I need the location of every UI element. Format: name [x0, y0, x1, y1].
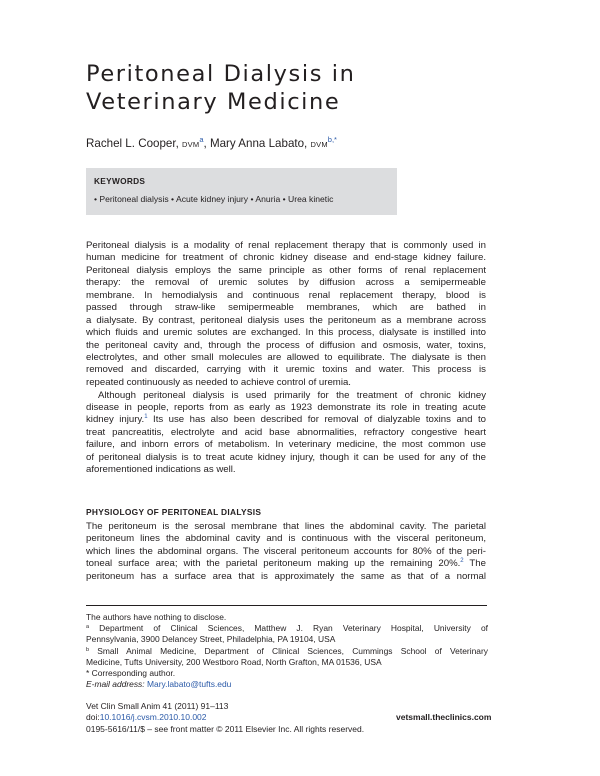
body-line: membrane. In hemodialysis and continuous renal replacement therapy, blood is: [86, 289, 486, 301]
journal-website-link[interactable]: vetsmall.theclinics.com: [396, 712, 492, 722]
body-line: the peritoneal cavity and, through the process of diffusion and osmosis, water, toxins,: [86, 339, 486, 351]
disclosure-note: The authors have nothing to disclose.: [86, 612, 227, 622]
body-line: failure, and inborn errors of metabolism. In veterinary medicine, the most common use: [86, 439, 486, 451]
affiliation-a-marker: a: [86, 624, 90, 631]
body-line: disease in people, reports from as early as 1923 demonstrate its role in treating acute: [86, 401, 486, 413]
author-2-name: Mary Anna Labato,: [209, 137, 308, 150]
email-label: E-mail address:: [86, 679, 145, 690]
paragraph-intro: [86, 240, 486, 389]
affiliation-text: Small Animal Medicine, Department of Clinical Sciences, Cummings School of Veterinary: [89, 645, 488, 656]
doi-line: [86, 712, 364, 723]
affiliation-b-marker: b: [86, 646, 90, 653]
title-line-1: Peritoneal Dialysis in: [86, 61, 356, 87]
body-text: toneal surface area; with the parietal peritoneum making up the remaining 20%.: [86, 558, 461, 570]
author-1-name: Rachel L. Cooper,: [86, 137, 179, 150]
keywords-heading: KEYWORDS: [94, 176, 146, 186]
footnotes: [86, 612, 488, 690]
affiliation-b-line-2: Medicine, Tufts University, 200 Westboro Road, North Grafton, MA 01536, USA: [86, 656, 382, 667]
article-title: [86, 60, 526, 116]
paragraph-physiology: [86, 521, 486, 583]
affiliation-a-line-1: [86, 623, 488, 634]
body-line: aforementioned indications as well.: [86, 464, 236, 476]
body-line: of peritoneal dialysis is to treat acute kidney injury, though it can be used for any of the: [86, 451, 486, 463]
body-line: passed through straw-like semipermeable membranes, which are bathed in: [86, 302, 486, 314]
issn-copyright: 0195-5616/11/$ – see front matter © 2011 Elsevier Inc. All rights reserved.: [86, 723, 365, 734]
body-line: repeated continuously as needed to achieve control of uremia.: [86, 376, 351, 388]
email-link[interactable]: Mary.labato@tufts.edu: [146, 679, 232, 690]
affiliation-text: Department of Clinical Sciences, Matthew J. Ryan Veterinary Hospital, University of: [89, 623, 488, 634]
reference-link-1[interactable]: 1: [144, 414, 148, 421]
doi-link[interactable]: 10.1016/j.cvsm.2010.10.002: [99, 712, 207, 723]
body-text: kidney injury.: [86, 414, 145, 426]
body-line: electrolytes, and other small molecules are allowed to equilibrate. The dialysate is then: [86, 351, 486, 363]
reference-link-2[interactable]: 2: [460, 558, 464, 565]
author-1-degree: DVM: [182, 140, 200, 149]
body-line: which lines the abdominal organs. The visceral peritoneum accounts for 80% of the peri-: [86, 545, 486, 557]
body-line: a dialysate. By contrast, peritoneal dialysis uses the peritoneum as a membrane across: [86, 314, 486, 326]
affiliation-b-line-1: [86, 646, 488, 657]
body-text: Its use has also been described for removal of dialyzable toxins and to: [147, 414, 486, 426]
author-2-affiliation-link[interactable]: b,*: [327, 135, 337, 144]
keywords-box: [86, 168, 397, 215]
body-line: Although peritoneal dialysis is used primarily for the treatment of chronic kidney: [98, 389, 486, 401]
author-2-degree: DVM: [310, 140, 328, 149]
body-line: The peritoneum is the serosal membrane that lines the abdominal cavity. The parietal: [86, 521, 486, 532]
corresponding-author-note: * Corresponding author.: [86, 668, 176, 679]
body-text: The: [463, 558, 486, 570]
journal-reference: [86, 701, 364, 735]
journal-citation: Vet Clin Small Anim 41 (2011) 91–113: [86, 701, 229, 711]
paragraph-history: [86, 390, 486, 477]
title-line-2: Veterinary Medicine: [86, 89, 341, 115]
body-line: treat pancreatitis, electrolyte and acid base abnormalities, refractory congestive heart: [86, 426, 486, 438]
email-line: [86, 679, 488, 690]
body-line: [86, 558, 486, 570]
section-heading: PHYSIOLOGY OF PERITONEAL DIALYSIS: [86, 507, 262, 517]
footnote-divider: [86, 605, 487, 606]
doi-label: doi:: [86, 712, 100, 723]
body-line: removed and discarded, carrying with it uremic toxins and water. This process is: [86, 364, 486, 376]
keywords-list: • Peritoneal dialysis • Acute kidney injury • Anuria • Urea kinetic: [94, 194, 334, 204]
body-line: [86, 414, 486, 426]
author-list: Rachel L. Cooper, DVM$^a$, Mary Anna Labato, $DVM^{b,*}$: [86, 135, 337, 150]
body-line: Peritoneal dialysis is a modality of renal replacement therapy that is commonly used in: [86, 240, 486, 251]
body-line: peritoneum lines the abdominal cavity and is continuous with the visceral peritoneum,: [86, 533, 486, 545]
body-line: which fluids and uremic solutes are exchanged. In this process, dialysate is instilled into: [86, 327, 486, 339]
body-line: therapy: the removal of uremic solutes by diffusion across a semipermeable: [86, 277, 486, 289]
body-line: human medicine for treatment of chronic kidney disease and end-stage kidney failure.: [86, 252, 486, 264]
author-1-affiliation-link[interactable]: a: [199, 135, 204, 144]
body-line: peritoneum has a surface area that is approximately the same as that of a normal: [86, 570, 486, 582]
body-line: Peritoneal dialysis employs the same principle as other forms of renal replacement: [86, 264, 486, 276]
affiliation-a-line-2: Pennsylvania, 3900 Delancey Street, Philadelphia, PA 19104, USA: [86, 634, 336, 645]
